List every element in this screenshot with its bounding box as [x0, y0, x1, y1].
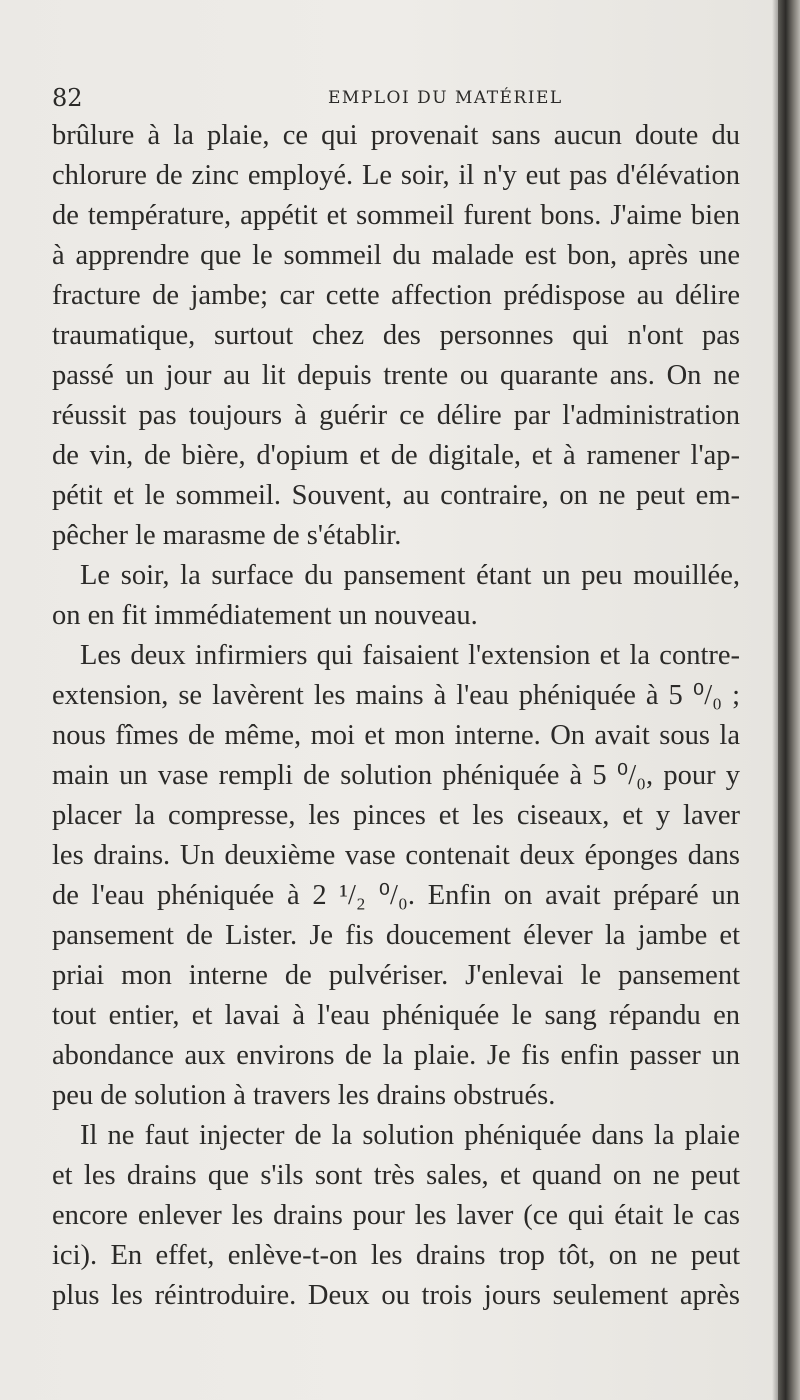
text-line: on en fit immédiatement un nouveau. — [52, 600, 478, 631]
text-line: pansement de Lister. Je fis doucement élever la jambe et — [52, 920, 740, 951]
text-line: ici). En effet, enlève-t-on les drains trop tôt, on ne peut — [52, 1240, 740, 1271]
text-line: placer la compresse, les pinces et les ciseaux, et y laver — [52, 800, 740, 831]
text-line: encore enlever les drains pour les laver (ce qui était le cas — [52, 1200, 740, 1231]
running-head: EMPLOI DU MATÉRIEL — [328, 88, 563, 108]
text-line: brûlure à la plaie, ce qui provenait sans aucun doute du — [52, 120, 740, 151]
text-line: chlorure de zinc employé. Le soir, il n'y eut pas d'élévation — [52, 160, 740, 191]
text-line: de l'eau phéniquée à 2 ¹/₂ ⁰/₀. Enfin on avait préparé un — [52, 880, 740, 911]
text-line: Il ne faut injecter de la solution phéniquée dans la plaie — [80, 1120, 740, 1151]
text-line: passé un jour au lit depuis trente ou quarante ans. On ne — [52, 360, 740, 391]
text-line: plus les réintroduire. Deux ou trois jours seulement après — [52, 1280, 740, 1311]
text-line: de vin, de bière, d'opium et de digitale, et à ramener l'ap- — [52, 440, 740, 471]
text-line: pêcher le marasme de s'établir. — [52, 520, 402, 551]
text-line: traumatique, surtout chez des personnes qui n'ont pas — [52, 320, 740, 351]
text-line: et les drains que s'ils sont très sales, et quand on ne peut — [52, 1160, 740, 1191]
text-line: extension, se lavèrent les mains à l'eau phéniquée à 5 ⁰/₀ ; — [52, 680, 740, 711]
body-text — [52, 116, 740, 1316]
text-line: réussit pas toujours à guérir ce délire par l'administration — [52, 400, 740, 431]
text-line: Le soir, la surface du pansement étant un peu mouillée, — [80, 560, 740, 591]
text-line: de température, appétit et sommeil furent bons. J'aime bien — [52, 200, 740, 231]
text-line: Les deux infirmiers qui faisaient l'extension et la contre- — [80, 640, 740, 671]
text-line: abondance aux environs de la plaie. Je fis enfin passer un — [52, 1040, 740, 1071]
text-line: les drains. Un deuxième vase contenait deux éponges dans — [52, 840, 740, 871]
text-line: nous fîmes de même, moi et mon interne. On avait sous la — [52, 720, 740, 751]
text-line: à apprendre que le sommeil du malade est bon, après une — [52, 240, 740, 271]
text-line: main un vase rempli de solution phéniquée à 5 ⁰/₀, pour y — [52, 760, 740, 791]
book-edge — [778, 0, 800, 1400]
text-line: peu de solution à travers les drains obstrués. — [52, 1080, 556, 1111]
text-line: pétit et le sommeil. Souvent, au contraire, on ne peut em- — [52, 480, 740, 511]
page-header — [52, 84, 728, 114]
text-line: fracture de jambe; car cette affection prédispose au délire — [52, 280, 740, 311]
page-number: 82 — [52, 84, 83, 112]
text-line: tout entier, et lavai à l'eau phéniquée le sang répandu en — [52, 1000, 740, 1031]
text-line: priai mon interne de pulvériser. J'enlevai le pansement — [52, 960, 740, 991]
